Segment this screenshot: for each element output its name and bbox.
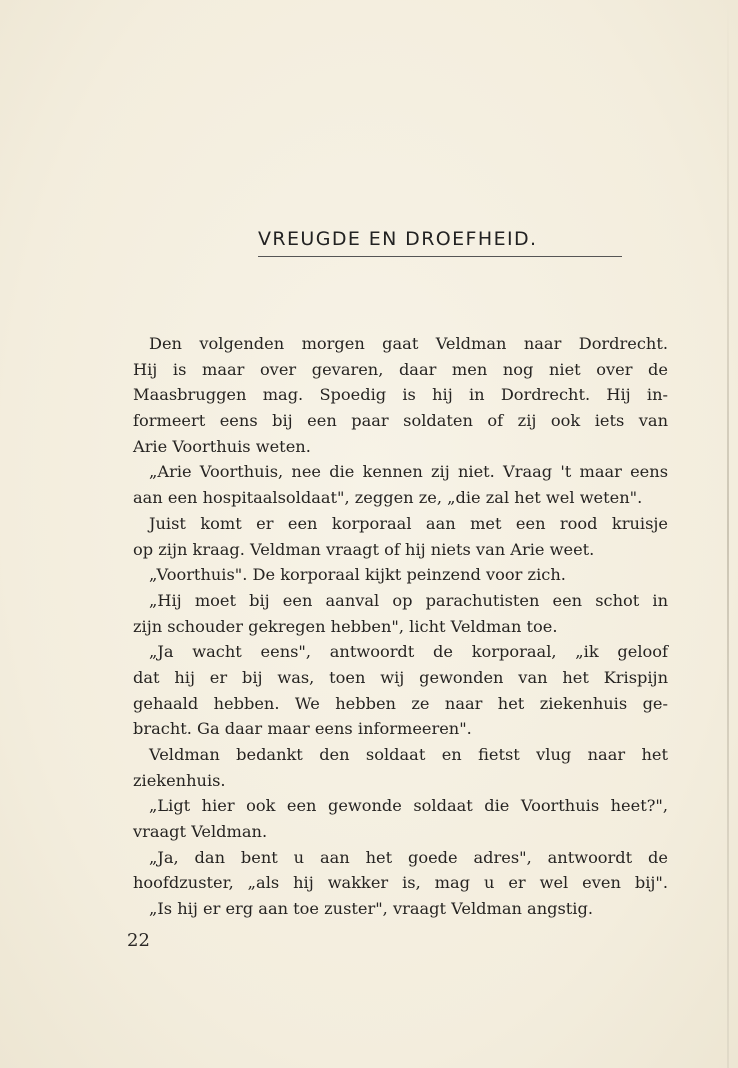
text-line: „Ja wacht eens", antwoordt de korporaal, „ik geloof: [149, 642, 668, 662]
text-line: „Arie Voorthuis, nee die kennen zij niet. Vraag 't maar eens: [149, 462, 668, 482]
text-line: vraagt Veldman.: [133, 822, 268, 842]
text-line: „Ligt hier ook een gewonde soldaat die Voorthuis heet?",: [149, 796, 668, 816]
page-number: 22: [127, 930, 150, 951]
text-line: formeert eens bij een paar soldaten of zij ook iets van: [133, 411, 668, 431]
body-text: [133, 331, 668, 922]
text-line: Veldman bedankt den soldaat en fietst vlug naar het: [149, 745, 668, 764]
text-line: „Voorthuis". De korporaal kijkt peinzend voor zich.: [149, 565, 566, 585]
chapter-title: VREUGDE EN DROEFHEID.: [258, 228, 538, 250]
text-line: gehaald hebben. We hebben ze naar het ziekenhuis ge-: [133, 693, 668, 713]
text-line: bracht. Ga daar maar eens informeeren".: [133, 719, 472, 739]
text-line: Hij is maar over gevaren, daar men nog niet over de: [133, 359, 668, 379]
text-line: Juist komt er een korporaal aan met een rood kruisje: [149, 513, 668, 533]
text-line: „Hij moet bij een aanval op parachutisten een schot in: [149, 590, 668, 610]
text-line: „Is hij er erg aan toe zuster", vraagt Veldman angstig.: [149, 899, 593, 919]
text-line: „Ja, dan bent u aan het goede adres", antwoordt de: [149, 847, 668, 867]
text-line: Maasbruggen mag. Spoedig is hij in Dordrecht. Hij in-: [133, 385, 668, 405]
text-line: zijn schouder gekregen hebben", licht Veldman toe.: [133, 616, 558, 636]
title-underline: [258, 256, 622, 257]
text-line: op zijn kraag. Veldman vraagt of hij niets van Arie weet.: [133, 539, 595, 559]
text-line: Den volgenden morgen gaat Veldman naar Dordrecht.: [149, 334, 668, 353]
text-line: ziekenhuis.: [133, 770, 226, 790]
text-line: dat hij er bij was, toen wij gewonden van het Krispijn: [133, 667, 668, 687]
text-line: hoofdzuster, „als hij wakker is, mag u er wel even bij".: [133, 873, 668, 893]
text-line: aan een hospitaalsoldaat", zeggen ze, „die zal het wel weten".: [133, 488, 643, 508]
page-edge-shadow: [727, 0, 729, 1068]
text-line: Arie Voorthuis weten.: [133, 436, 311, 456]
